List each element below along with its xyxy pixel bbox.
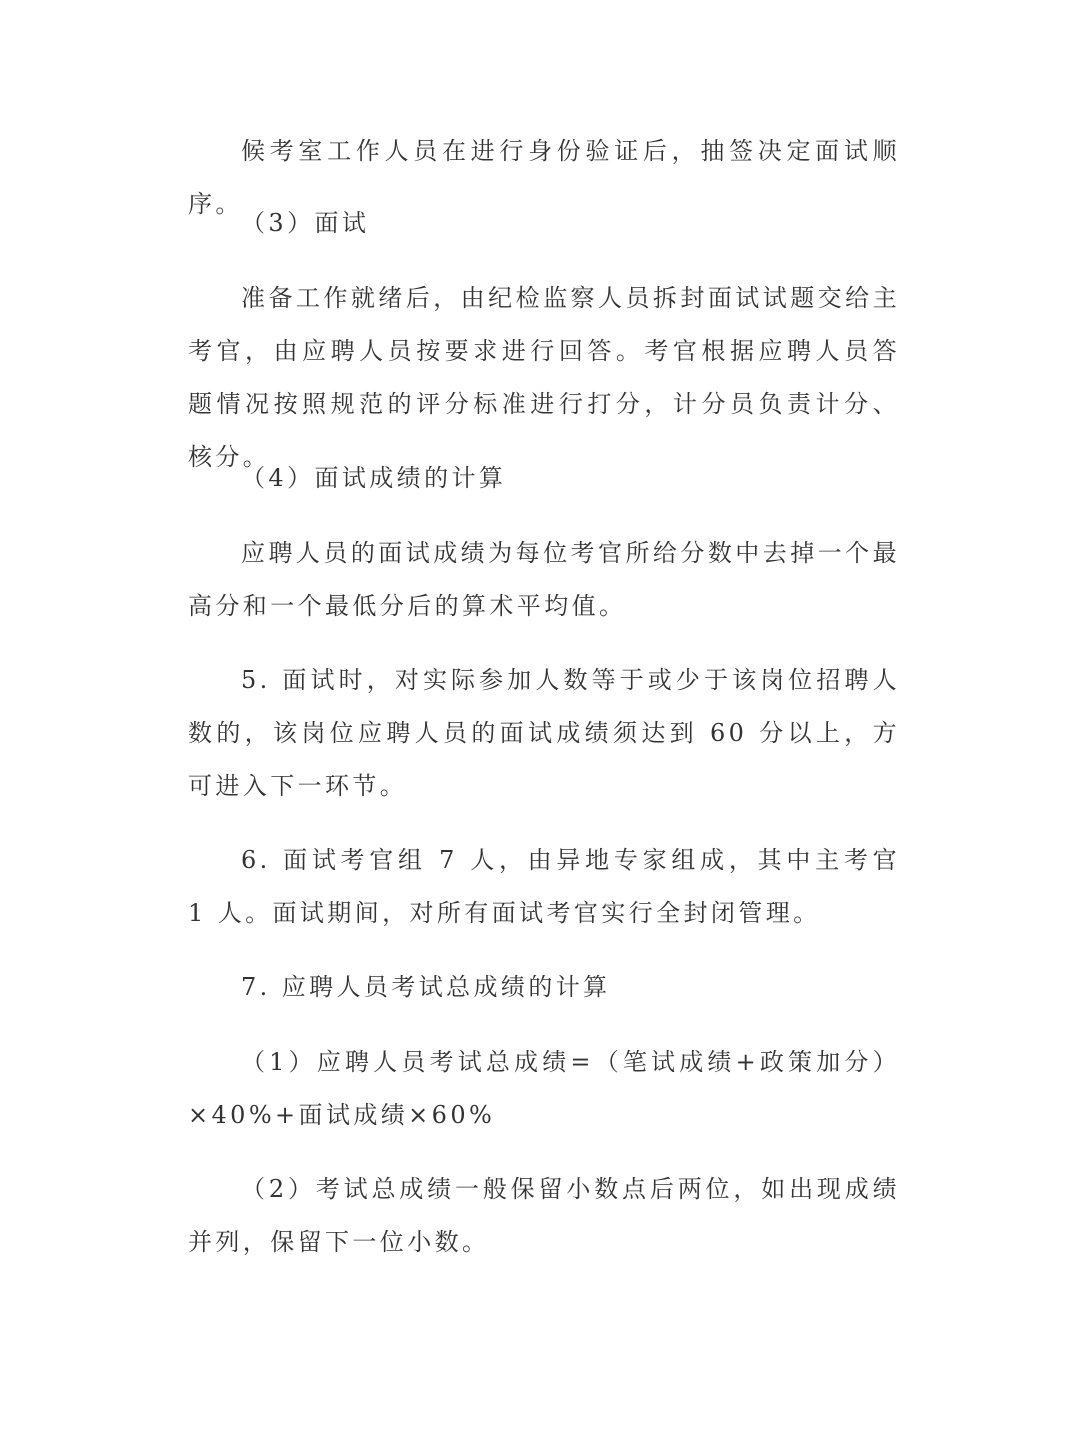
paragraph-score-average: 应聘人员的面试成绩为每位考官所给分数中去掉一个最高分和一个最低分后的算术平均值。 xyxy=(188,539,900,620)
heading-total-score: 7. 应聘人员考试总成绩的计算 xyxy=(241,973,611,1001)
paragraph-decimal-rule: （2）考试总成绩一般保留小数点后两位，如出现成绩并列，保留下一位小数。 xyxy=(188,1175,900,1256)
paragraph-examiner-group: 6. 面试考官组 7 人，由异地专家组成，其中主考官 1 人。面试期间，对所有面试考官实行全封闭管理。 xyxy=(188,846,900,927)
heading-interview: （3）面试 xyxy=(241,209,370,237)
paragraph-verification: 候考室工作人员在进行身份验证后，抽签决定面试顺序。 xyxy=(188,137,900,218)
paragraph-minimum-score: 5. 面试时，对实际参加人数等于或少于该岗位招聘人数的，该岗位应聘人员的面试成绩须达到 60 分以上，方可进入下一环节。 xyxy=(188,666,900,800)
paragraph-total-score-formula: （1）应聘人员考试总成绩=（笔试成绩+政策加分）×40%+面试成绩×60% xyxy=(188,1048,900,1129)
paragraph-interview-process: 准备工作就绪后，由纪检监察人员拆封面试试题交给主考官，由应聘人员按要求进行回答。考官根据应聘人员答题情况按照规范的评分标准进行打分，计分员负责计分、核分。 xyxy=(188,284,900,471)
heading-score-calculation: （4）面试成绩的计算 xyxy=(241,464,507,492)
